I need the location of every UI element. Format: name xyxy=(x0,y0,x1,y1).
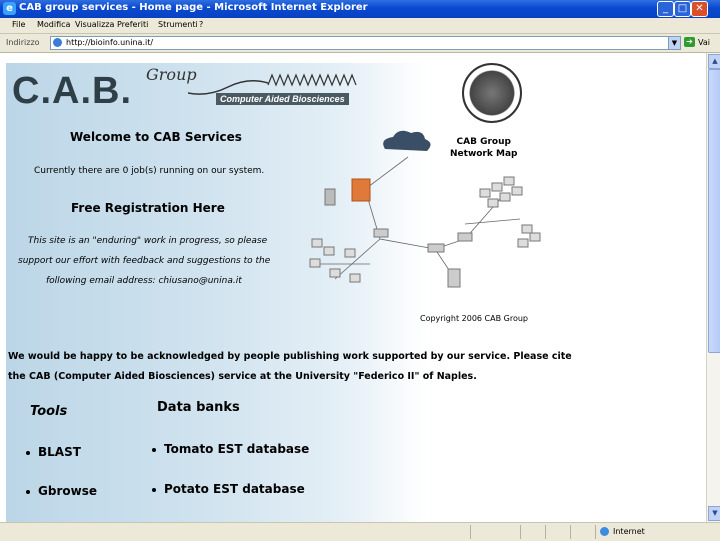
databank-potato-link[interactable] xyxy=(152,482,305,496)
status-bar xyxy=(0,522,720,541)
maximize-button[interactable]: □ xyxy=(674,1,691,17)
status-divider xyxy=(470,525,471,539)
jobs-status-text: Currently there are 0 job(s) running on our system. xyxy=(34,166,265,176)
address-dropdown-button[interactable]: ▼ xyxy=(668,36,681,50)
tool-gbrowse-link[interactable] xyxy=(26,484,97,498)
security-zone-label: Internet xyxy=(613,527,645,536)
tool-blast-label: BLAST xyxy=(38,445,81,459)
bullet-icon xyxy=(26,451,30,455)
cab-logo: C.A.B. xyxy=(12,70,132,112)
address-input[interactable] xyxy=(50,36,672,50)
title-bar xyxy=(0,0,720,18)
menu-bar xyxy=(0,18,720,34)
window-title: CAB group services - Home page - Microsoft Internet Explorer xyxy=(19,2,368,13)
menu-strumenti[interactable]: Strumenti xyxy=(158,20,198,29)
close-button[interactable]: ✕ xyxy=(691,1,708,17)
vertical-scrollbar[interactable] xyxy=(706,53,720,522)
acknowledgement-line-2: the CAB (Computer Aided Biosciences) service at the University "Federico II" of Naples. xyxy=(8,371,477,382)
databanks-heading: Data banks xyxy=(157,400,240,415)
tool-blast-link[interactable] xyxy=(26,445,81,459)
info-line-3: following email address: chiusano@unina.it xyxy=(46,276,242,286)
network-map-title-line-2: Network Map xyxy=(450,149,518,159)
status-divider xyxy=(595,525,596,539)
network-map-title-line-1: CAB Group xyxy=(456,137,511,147)
ie-icon: e xyxy=(3,2,16,15)
minimize-button[interactable]: _ xyxy=(657,1,674,17)
tool-gbrowse-label: Gbrowse xyxy=(38,484,97,498)
databank-potato-label: Potato EST database xyxy=(164,482,305,496)
logo-subtitle: Computer Aided Biosciences xyxy=(216,93,349,105)
university-seal-image xyxy=(462,63,522,123)
go-arrow-icon[interactable]: ➔ xyxy=(684,37,695,47)
address-label: Indirizzo xyxy=(6,38,40,47)
menu-help[interactable]: ? xyxy=(199,20,204,29)
status-divider xyxy=(545,525,546,539)
acknowledgement-line-1: We would be happy to be acknowledged by people publishing work supported by our service. Please cite xyxy=(8,351,572,362)
free-registration-link[interactable]: Free Registration Here xyxy=(71,201,225,215)
cab-banner xyxy=(8,65,438,115)
go-button[interactable]: Vai xyxy=(698,38,710,47)
menu-file[interactable]: File xyxy=(12,20,26,29)
databank-tomato-label: Tomato EST database xyxy=(164,442,310,456)
address-url: http://bioinfo.unina.it/ xyxy=(66,38,154,47)
bullet-icon xyxy=(152,448,156,452)
databank-tomato-link[interactable] xyxy=(152,442,309,456)
info-line-2: support our effort with feedback and suggestions to the xyxy=(18,256,271,266)
network-map-title xyxy=(450,136,517,160)
welcome-heading[interactable]: Welcome to CAB Services xyxy=(70,130,242,144)
tools-heading: Tools xyxy=(30,404,68,419)
bullet-icon xyxy=(26,490,30,494)
menu-visualizza[interactable]: Visualizza xyxy=(75,20,115,29)
bullet-icon xyxy=(152,488,156,492)
address-bar xyxy=(0,34,720,53)
status-divider xyxy=(570,525,571,539)
scroll-down-button[interactable]: ▼ xyxy=(708,506,720,521)
internet-zone-icon xyxy=(600,527,609,536)
copyright-text: Copyright 2006 CAB Group xyxy=(420,314,528,323)
menu-preferiti[interactable]: Preferiti xyxy=(117,20,149,29)
menu-modifica[interactable]: Modifica xyxy=(37,20,71,29)
page-content xyxy=(0,53,706,522)
group-script: Group xyxy=(146,65,197,84)
scroll-up-button[interactable]: ▲ xyxy=(708,54,720,69)
page-icon xyxy=(53,38,62,47)
scroll-thumb[interactable] xyxy=(708,69,720,353)
status-divider xyxy=(520,525,521,539)
info-line-1: This site is an "enduring" work in progress, so please xyxy=(28,236,268,246)
